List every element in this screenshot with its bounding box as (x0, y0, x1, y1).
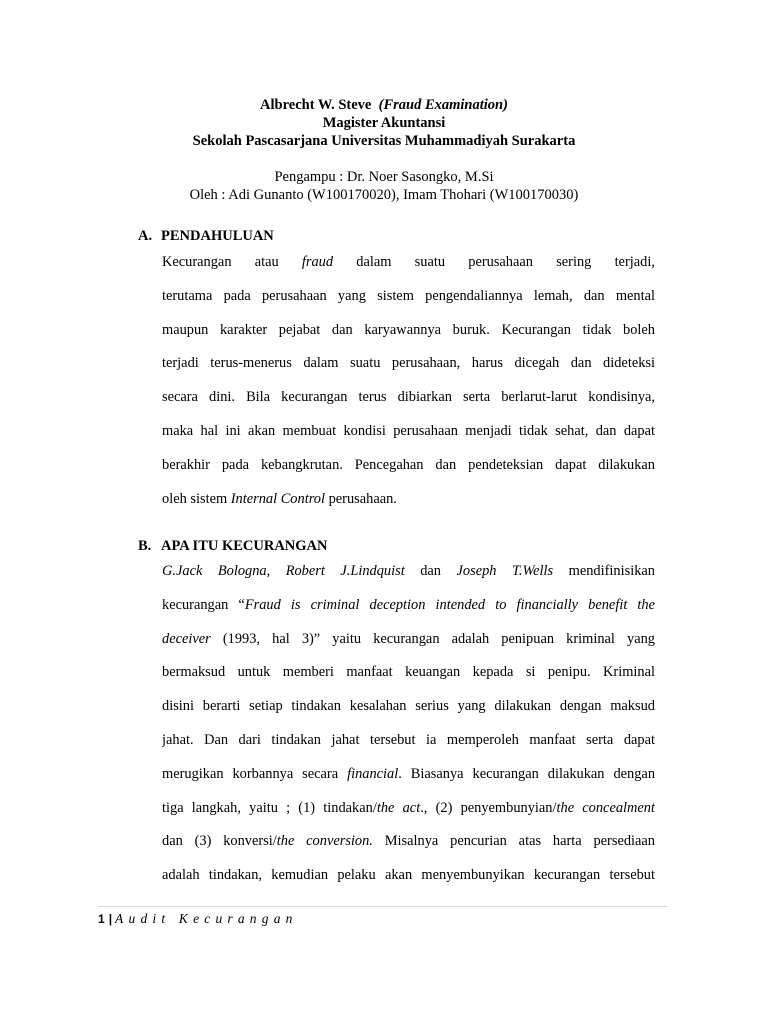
page-number: 1 (98, 912, 105, 926)
paragraph-line: secara dini. Bila kecurangan terus dibiarkan serta berlarut-larut kondisinya, (162, 389, 655, 406)
paragraph-line: oleh sistem Internal Control perusahaan. (162, 490, 397, 507)
paragraph-line: deceiver (1993, hal 3)” yaitu kecurangan adalah penipuan kriminal yang (162, 630, 655, 647)
section-b-paragraph (162, 562, 655, 900)
document-header (0, 96, 768, 204)
authors-line: Oleh : Adi Gunanto (W100170020), Imam Thohari (W100170030) (189, 187, 579, 203)
lecturer-line: Pengampu : Dr. Noer Sasongko, M.Si (274, 169, 494, 185)
paragraph-line: bermaksud untuk memberi manfaat keuangan kepada si penipu. Kriminal (162, 664, 655, 681)
school-name: Sekolah Pascasarjana Universitas Muhammadiyah Surakarta (192, 133, 576, 149)
paragraph-line: G.Jack Bologna, Robert J.Lindquist dan Joseph T.Wells mendifinisikan (162, 563, 655, 579)
paragraph-line: adalah tindakan, kemudian pelaku akan menyembunyikan kecurangan tersebut (162, 867, 655, 884)
paragraph-line: kecurangan “Fraud is criminal deception intended to financially benefit the (162, 596, 655, 613)
section-b-letter: B. (138, 538, 152, 554)
paragraph-line: maupun karakter pejabat dan karyawannya buruk. Kecurangan tidak boleh (162, 321, 655, 338)
author-name: Albrecht W. Steve (260, 97, 372, 113)
page-footer (98, 911, 298, 927)
paragraph-line: berakhir pada kebangkrutan. Pencegahan dan pendeteksian dapat dilakukan (162, 456, 655, 473)
paragraph-line: jahat. Dan dari tindakan jahat tersebut ia memperoleh manfaat serta dapat (162, 731, 655, 748)
section-a-heading (138, 227, 274, 245)
section-a-title: PENDAHULUAN (161, 228, 274, 244)
section-a-paragraph (162, 253, 655, 523)
paragraph-line: Kecurangan atau fraud dalam suatu perusahaan sering terjadi, (162, 254, 655, 270)
paragraph-line: tiga langkah, yaitu ; (1) tindakan/the act., (2) penyembunyian/the concealment (162, 799, 655, 816)
section-a-letter: A. (138, 228, 153, 244)
paragraph-line: terjadi terus-menerus dalam suatu perusahaan, harus dicegah dan dideteksi (162, 355, 655, 372)
header-title-line (0, 96, 768, 114)
book-title: (Fraud Examination) (378, 97, 508, 113)
section-b-heading (138, 537, 328, 555)
footer-title: Audit Kecurangan (115, 911, 298, 926)
footer-divider (98, 906, 668, 907)
paragraph-line: disini berarti setiap tindakan kesalahan serius yang dilakukan dengan maksud (162, 698, 655, 715)
footer-separator: | (108, 912, 113, 926)
program-name: Magister Akuntansi (322, 115, 446, 131)
paragraph-line: dan (3) konversi/the conversion. Misalnya pencurian atas harta persediaan (162, 833, 655, 850)
section-b-title: APA ITU KECURANGAN (161, 538, 328, 554)
paragraph-line: terutama pada perusahaan yang sistem pengendaliannya lemah, dan mental (162, 287, 655, 304)
paragraph-line: maka hal ini akan membuat kondisi perusahaan menjadi tidak sehat, dan dapat (162, 422, 655, 439)
paragraph-line: merugikan korbannya secara financial. Biasanya kecurangan dilakukan dengan (162, 765, 655, 782)
